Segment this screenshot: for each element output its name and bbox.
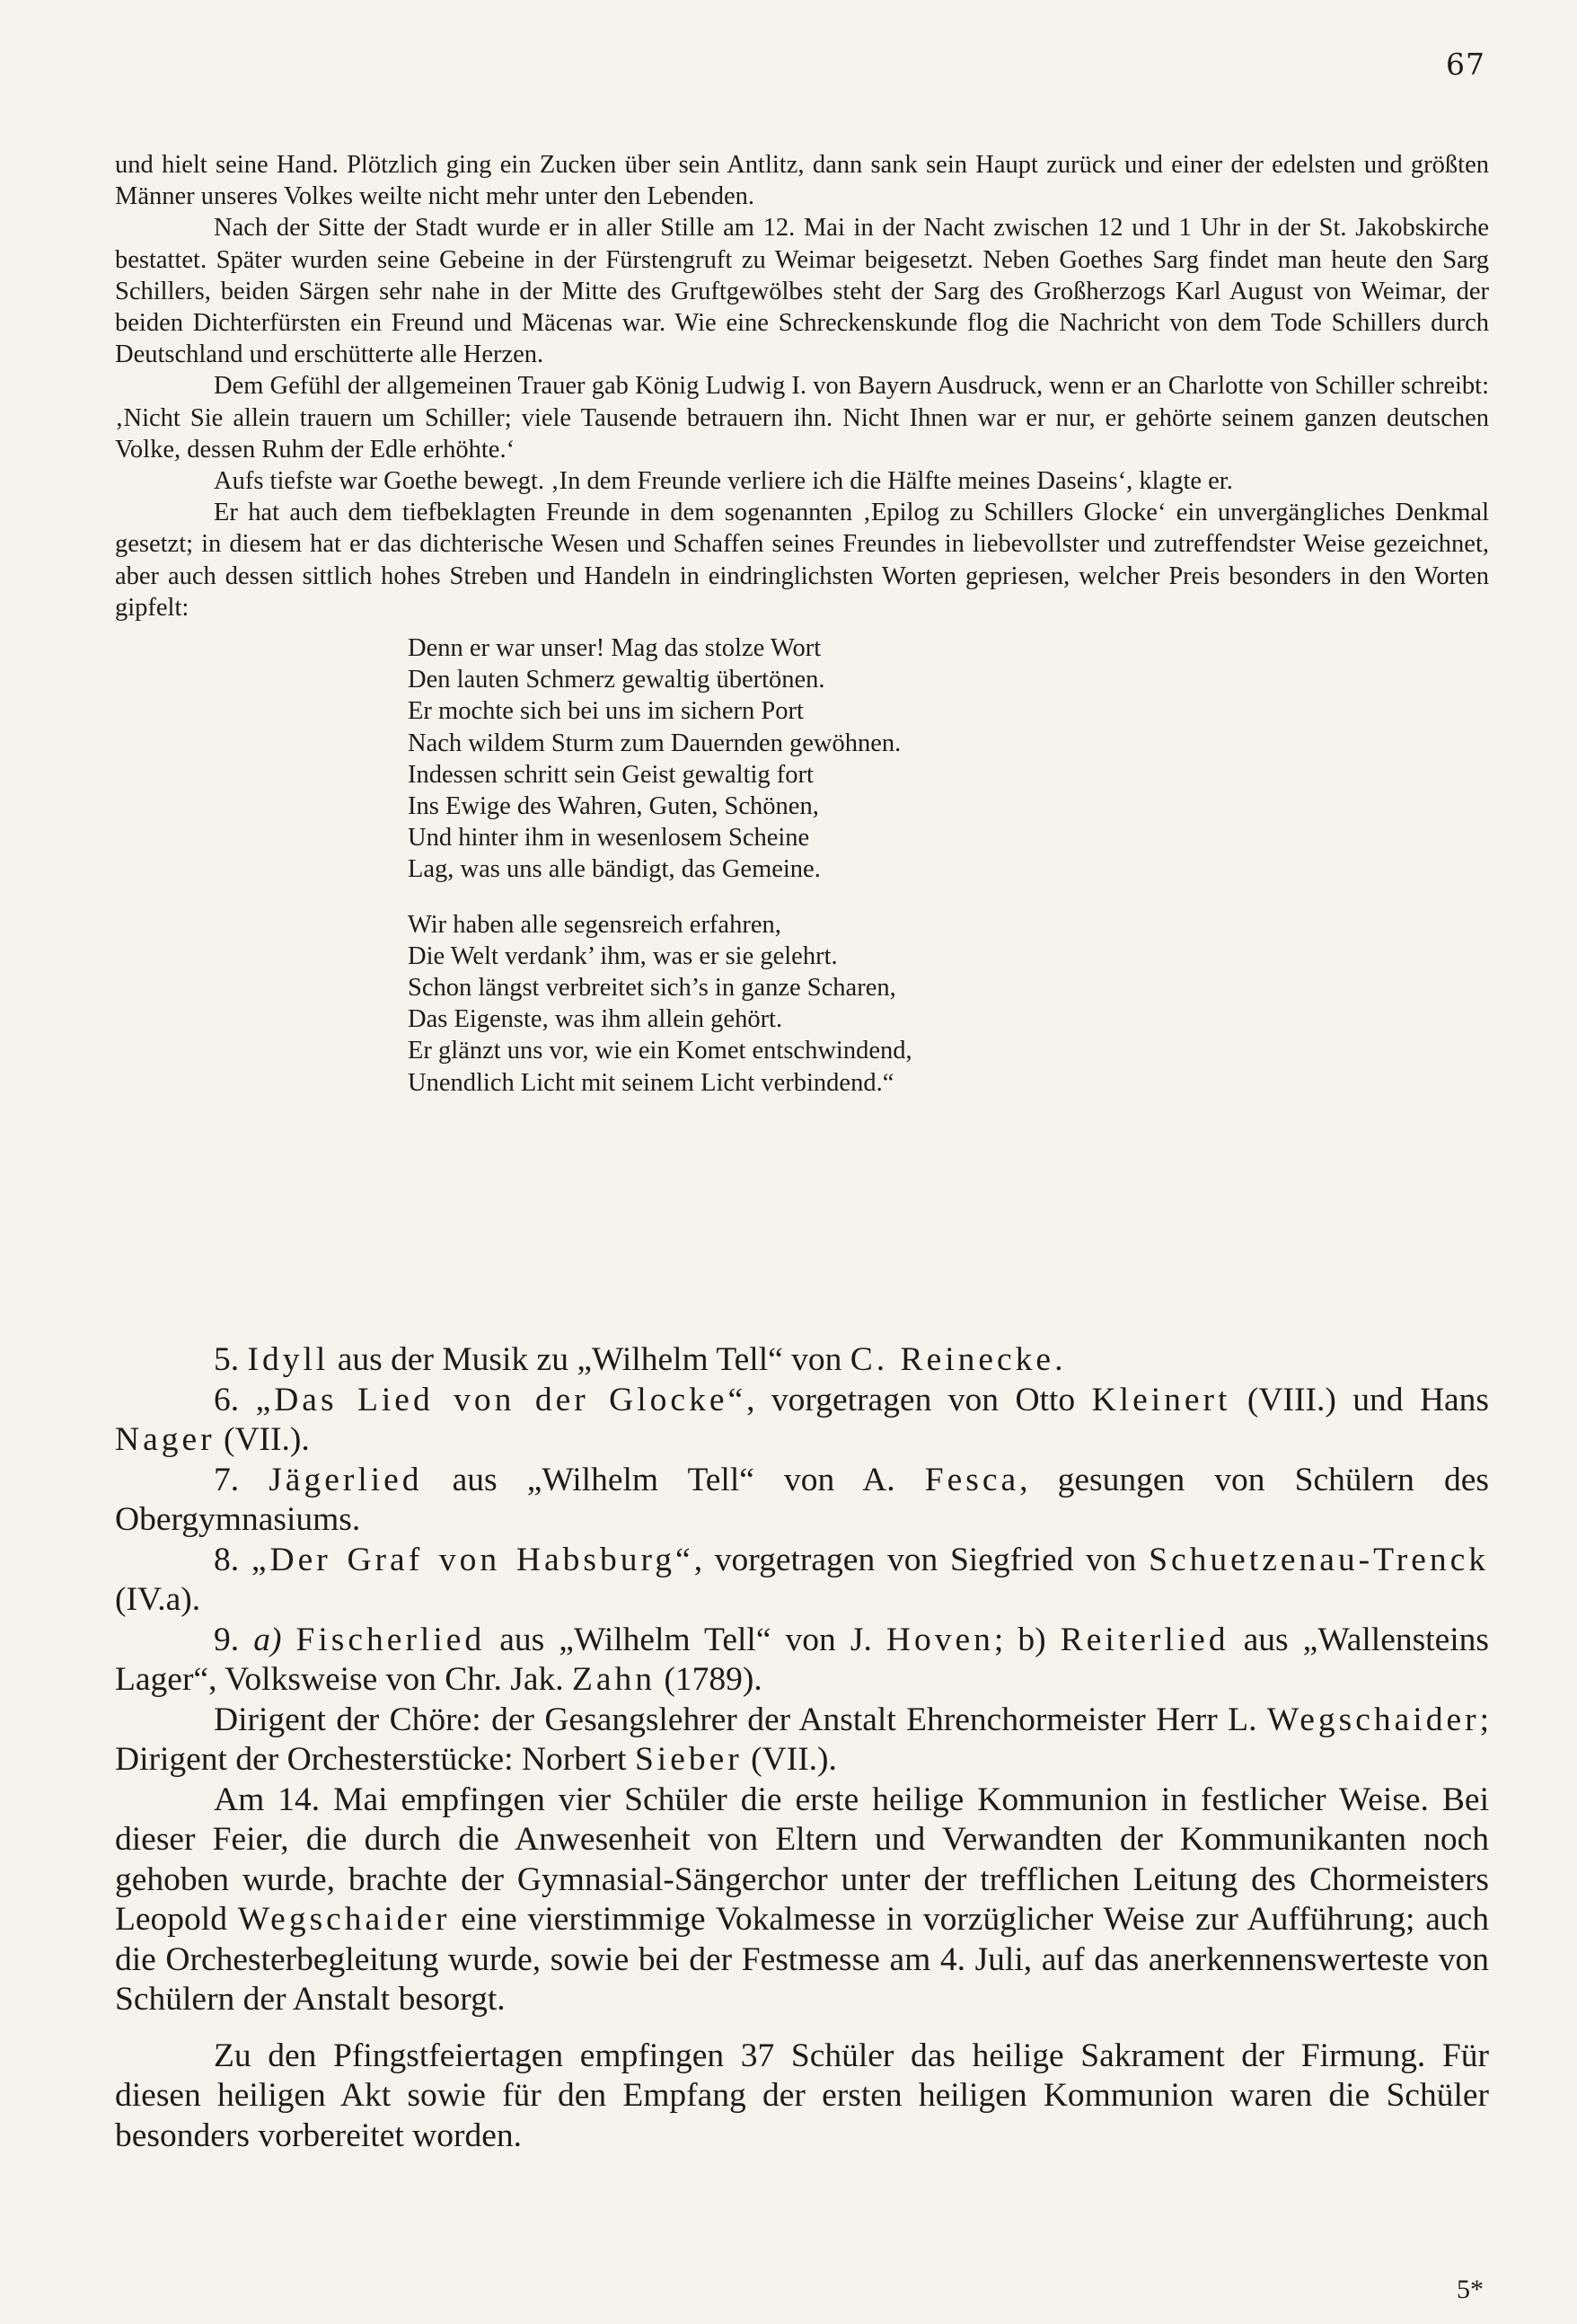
main-text-small — [115, 149, 1489, 1099]
signature-mark: 5* — [1457, 2275, 1484, 2304]
poem-line: Er mochte sich bei uns im sichern Port — [408, 697, 804, 726]
poem-line: Und hinter ihm in wesenlosem Scheine — [408, 824, 810, 853]
program-item-5: 5. Idyll aus der Musik zu „Wilhelm Tell“ von C. Reinecke. — [214, 1341, 1063, 1378]
poem-line: Die Welt verdank’ ihm, was er sie gelehrt. — [408, 941, 838, 970]
main-text-large — [115, 1340, 1489, 2156]
program-item-7: 7. Jägerlied aus „Wilhelm Tell“ von A. Fesca, gesungen von Schülern des Obergymnasiums. — [115, 1461, 1489, 1538]
poem-line: Lag, was uns alle bändigt, das Gemeine. — [408, 855, 821, 884]
poem — [408, 632, 1489, 1099]
poem-line: Nach wildem Sturm zum Dauernden gewöhnen. — [408, 729, 902, 757]
poem-line: Das Eigenste, was ihm allein gehört. — [408, 1005, 783, 1034]
poem-line: Indessen schritt sein Geist gewaltig fort — [408, 760, 814, 789]
poem-line: Unendlich Licht mit seinem Licht verbindend.“ — [408, 1068, 894, 1097]
poem-line: Denn er war unser! Mag das stolze Wort — [408, 634, 822, 663]
program-item-8: 8. „Der Graf von Habsburg“, vorgetragen von Siegfried von Schuetzenau-Trenck (IV.a). — [115, 1541, 1489, 1618]
paragraph-4: Aufs tiefste war Goethe bewegt. ‚In dem Freunde verliere ich die Hälfte meines Daseins‘, klagte er. — [214, 467, 1233, 496]
stanza-gap — [408, 886, 1489, 909]
poem-line: Ins Ewige des Wahren, Guten, Schönen, — [408, 792, 819, 821]
paragraph-3: Dem Gefühl der allgemeinen Trauer gab König Ludwig I. von Bayern Ausdruck, wenn er an Charlotte von Schiller schreibt: ‚Nicht Sie allein trauern um Schiller; viele Tausende betrauern ihn. Nicht Ihnen war er nur, er gehörte seinem ganzen deutschen Volke, dessen Ruhm der Edle erhöhte.‘ — [115, 372, 1489, 464]
poem-line: Schon längst verbreitet sich’s in ganze Scharen, — [408, 974, 896, 1003]
program-item-9: 9. a) Fischerlied aus „Wilhelm Tell“ von J. Hoven; b) Reiterlied aus „Wallensteins Lager“, Volksweise von Chr. Jak. Zahn (1789). — [115, 1621, 1490, 1698]
confirmation-paragraph: Zu den Pfingstfeiertagen empfingen 37 Schüler das heilige Sakrament der Firmung. Für diesen heiligen Akt sowie für den Empfang der ersten heiligen Kommunion waren die Schüler besonders vorbereitet worden. — [115, 2037, 1489, 2154]
poem-line: Wir haben alle segensreich erfahren, — [408, 910, 781, 939]
paragraph-5: Er hat auch dem tiefbeklagten Freunde in dem sogenannten ‚Epilog zu Schillers Glocke‘ ein unvergängliches Denkmal gesetzt; in diesem hat er das dichterische Wesen und Schaffen seines Freundes in liebevollster und zutreffendster Weise gezeichnet, aber auch dessen sittlich hohes Streben und Handeln in eindringlichsten Worten gepriesen, welcher Preis besonders in den Worten gipfelt: — [115, 499, 1489, 622]
paragraph-2: Nach der Sitte der Stadt wurde er in aller Stille am 12. Mai in der Nacht zwischen 12 und 1 Uhr in der St. Jakobskirche bestattet. Später wurden seine Gebeine in der Fürstengruft zu Weimar beigesetzt. Neben Goethes Sarg findet man heute den Sarg Schillers, beiden Särgen sehr nahe in der Mitte des Gruftgewölbes steht der Sarg des Großherzogs Karl August von Weimar, der beiden Dichterfürsten ein Freund und Mäcenas war. Wie eine Schreckenskunde flog die Nachricht von dem Tode Schillers durch Deutschland und erschütterte alle Herzen. — [115, 214, 1489, 369]
page-number: 67 — [1446, 47, 1485, 82]
paragraph-1: und hielt seine Hand. Plötzlich ging ein Zucken über sein Antlitz, dann sank sein Haupt zurück und einer der edelsten und größten Männer unseres Volkes weilte nicht mehr unter den Lebenden. — [115, 151, 1489, 211]
program-item-6: 6. „Das Lied von der Glocke“, vorgetragen von Otto Kleinert (VIII.) und Hans Nager (VII.). — [115, 1381, 1490, 1458]
poem-line: Er glänzt uns vor, wie ein Komet entschwindend, — [408, 1037, 912, 1065]
communion-paragraph: Am 14. Mai empfingen vier Schüler die erste heilige Kommunion in festlicher Weise. Bei dieser Feier, die durch die Anwesenheit von Eltern und Verwandten der Kommunikanten noch gehoben wurde, brachte der Gymnasial-Sängerchor unter der trefflichen Leitung des Chormeisters Leopold Wegschaider eine vierstimmige Vokalmesse in vorzüglicher Weise zur Aufführung; auch die Orchesterbegleitung wurde, sowie bei der Festmesse am 4. Juli, auf das anerkennenswerteste von Schülern der Anstalt besorgt. — [115, 1781, 1489, 2018]
poem-line: Den lauten Schmerz gewaltig übertönen. — [408, 666, 825, 694]
conductors-paragraph: Dirigent der Chöre: der Gesangslehrer der Anstalt Ehrenchormeister Herr L. Wegschaider; Dirigent der Orchesterstücke: Norbert Sieber (VII.). — [115, 1701, 1489, 1778]
